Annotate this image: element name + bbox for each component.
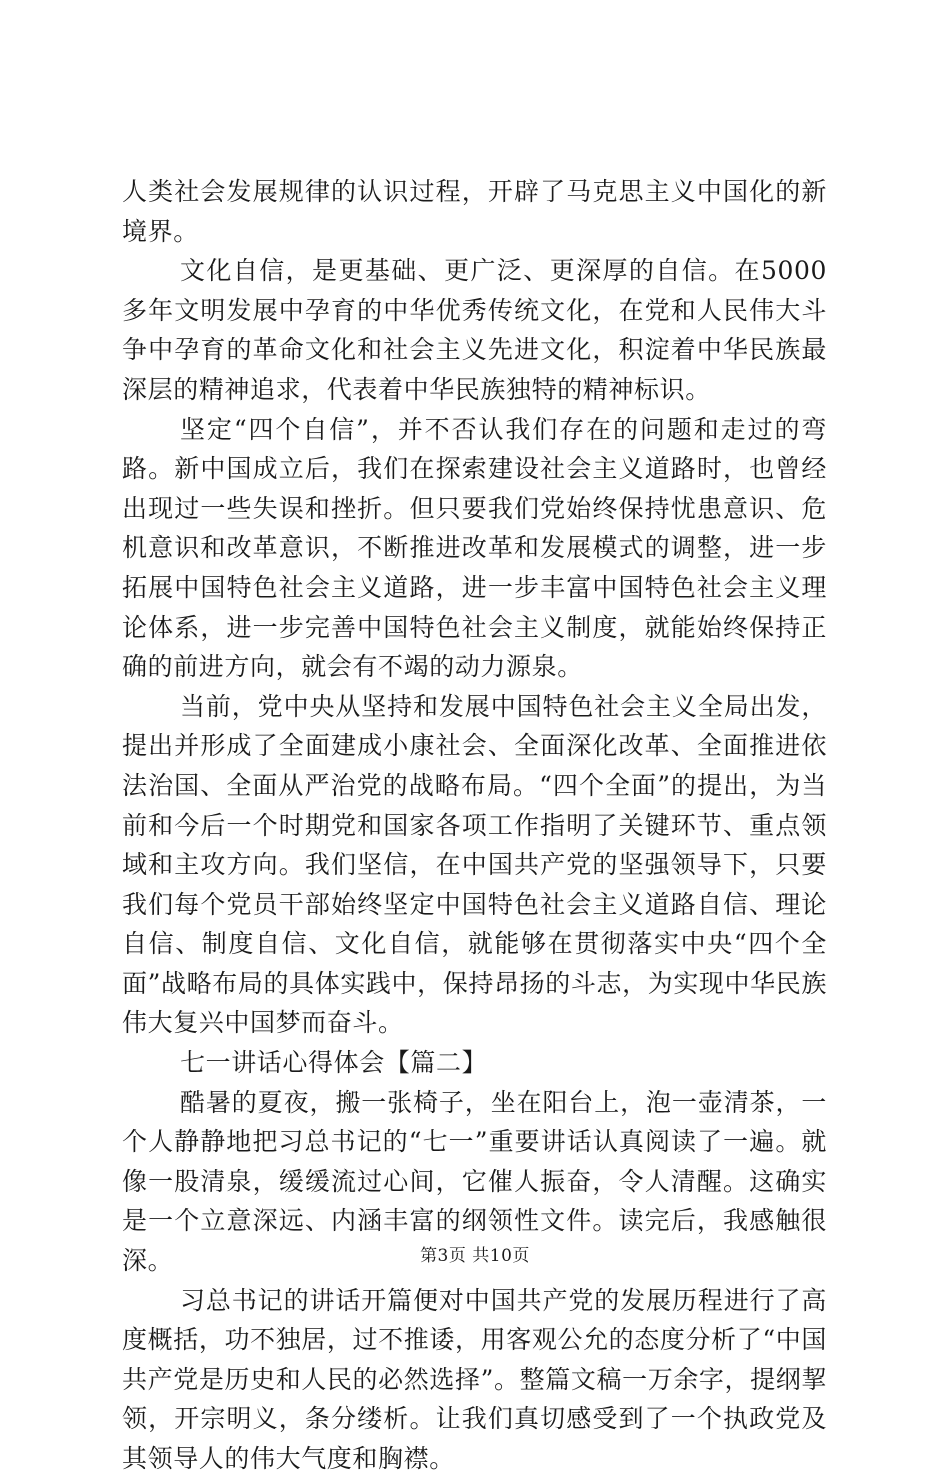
paragraph-four-confidences: 坚定“四个自信”，并不否认我们存在的问题和走过的弯路。新中国成立后，我们在探索建设社会主义道路时，也曾经出现过一些失误和挫折。但只要我们党始终保持忧患意识、危机意识和改革意识，不断推进改革和发展模式的调整，进一步拓展中国特色社会主义道路，进一步丰富中国特色社会主义理论体系，进一步完善中国特色社会主义制度，就能始终保持正确的前进方向，就会有不竭的动力源泉。 — [122, 414, 827, 682]
paragraph-four-comprehensives: 当前，党中央从坚持和发展中国特色社会主义全局出发，提出并形成了全面建成小康社会、全面深化改革、全面推进依法治国、全面从严治党的战略布局。“四个全面”的提出，为当前和今后一个时期党和国家各项工作指明了关键环节、重点领域和主攻方向。我们坚信，在中国共产党的坚强领导下，只要我们每个党员干部始终坚定中国特色社会主义道路自信、理论自信、制度自信、文化自信，就能够在贯彻落实中央“四个全面”战略布局的具体实践中，保持昂扬的斗志，为实现中华民族伟大复兴中国梦而奋斗。 — [122, 691, 827, 1038]
paragraph-summer-night: 酷暑的夏夜，搬一张椅子，坐在阳台上，泡一壶清茶，一个人静静地把习总书记的“七一”重要讲话认真阅读了一遍。就像一股清泉，缓缓流过心间，它催人振奋，令人清醒。这确实是一个立意深远、内涵丰富的纲领性文件。读完后，我感触很深。 — [122, 1087, 827, 1276]
document-body — [122, 172, 827, 1479]
page-footer: 第3页 共10页 — [420, 1246, 530, 1266]
paragraph-continuation: 人类社会发展规律的认识过程，开辟了马克思主义中国化的新境界。 — [122, 177, 827, 246]
paragraph-cultural-confidence: 文化自信，是更基础、更广泛、更深厚的自信。在5000多年文明发展中孕育的中华优秀传统文化，在党和人民伟大斗争中孕育的革命文化和社会主义先进文化，积淀着中华民族最深层的精神追求，代表着中华民族独特的精神标识。 — [122, 256, 827, 404]
section-heading: 七一讲话心得体会【篇二】 — [180, 1048, 488, 1078]
paragraph-speech-overview: 习总书记的讲话开篇便对中国共产党的发展历程进行了高度概括，功不独居，过不推诿，用客观公允的态度分析了“中国共产党是历史和人民的必然选择”。整篇文稿一万余字，提纲挈领，开宗明义，条分缕析。让我们真切感受到了一个执政党及其领导人的伟大气度和胸襟。 — [122, 1285, 827, 1473]
